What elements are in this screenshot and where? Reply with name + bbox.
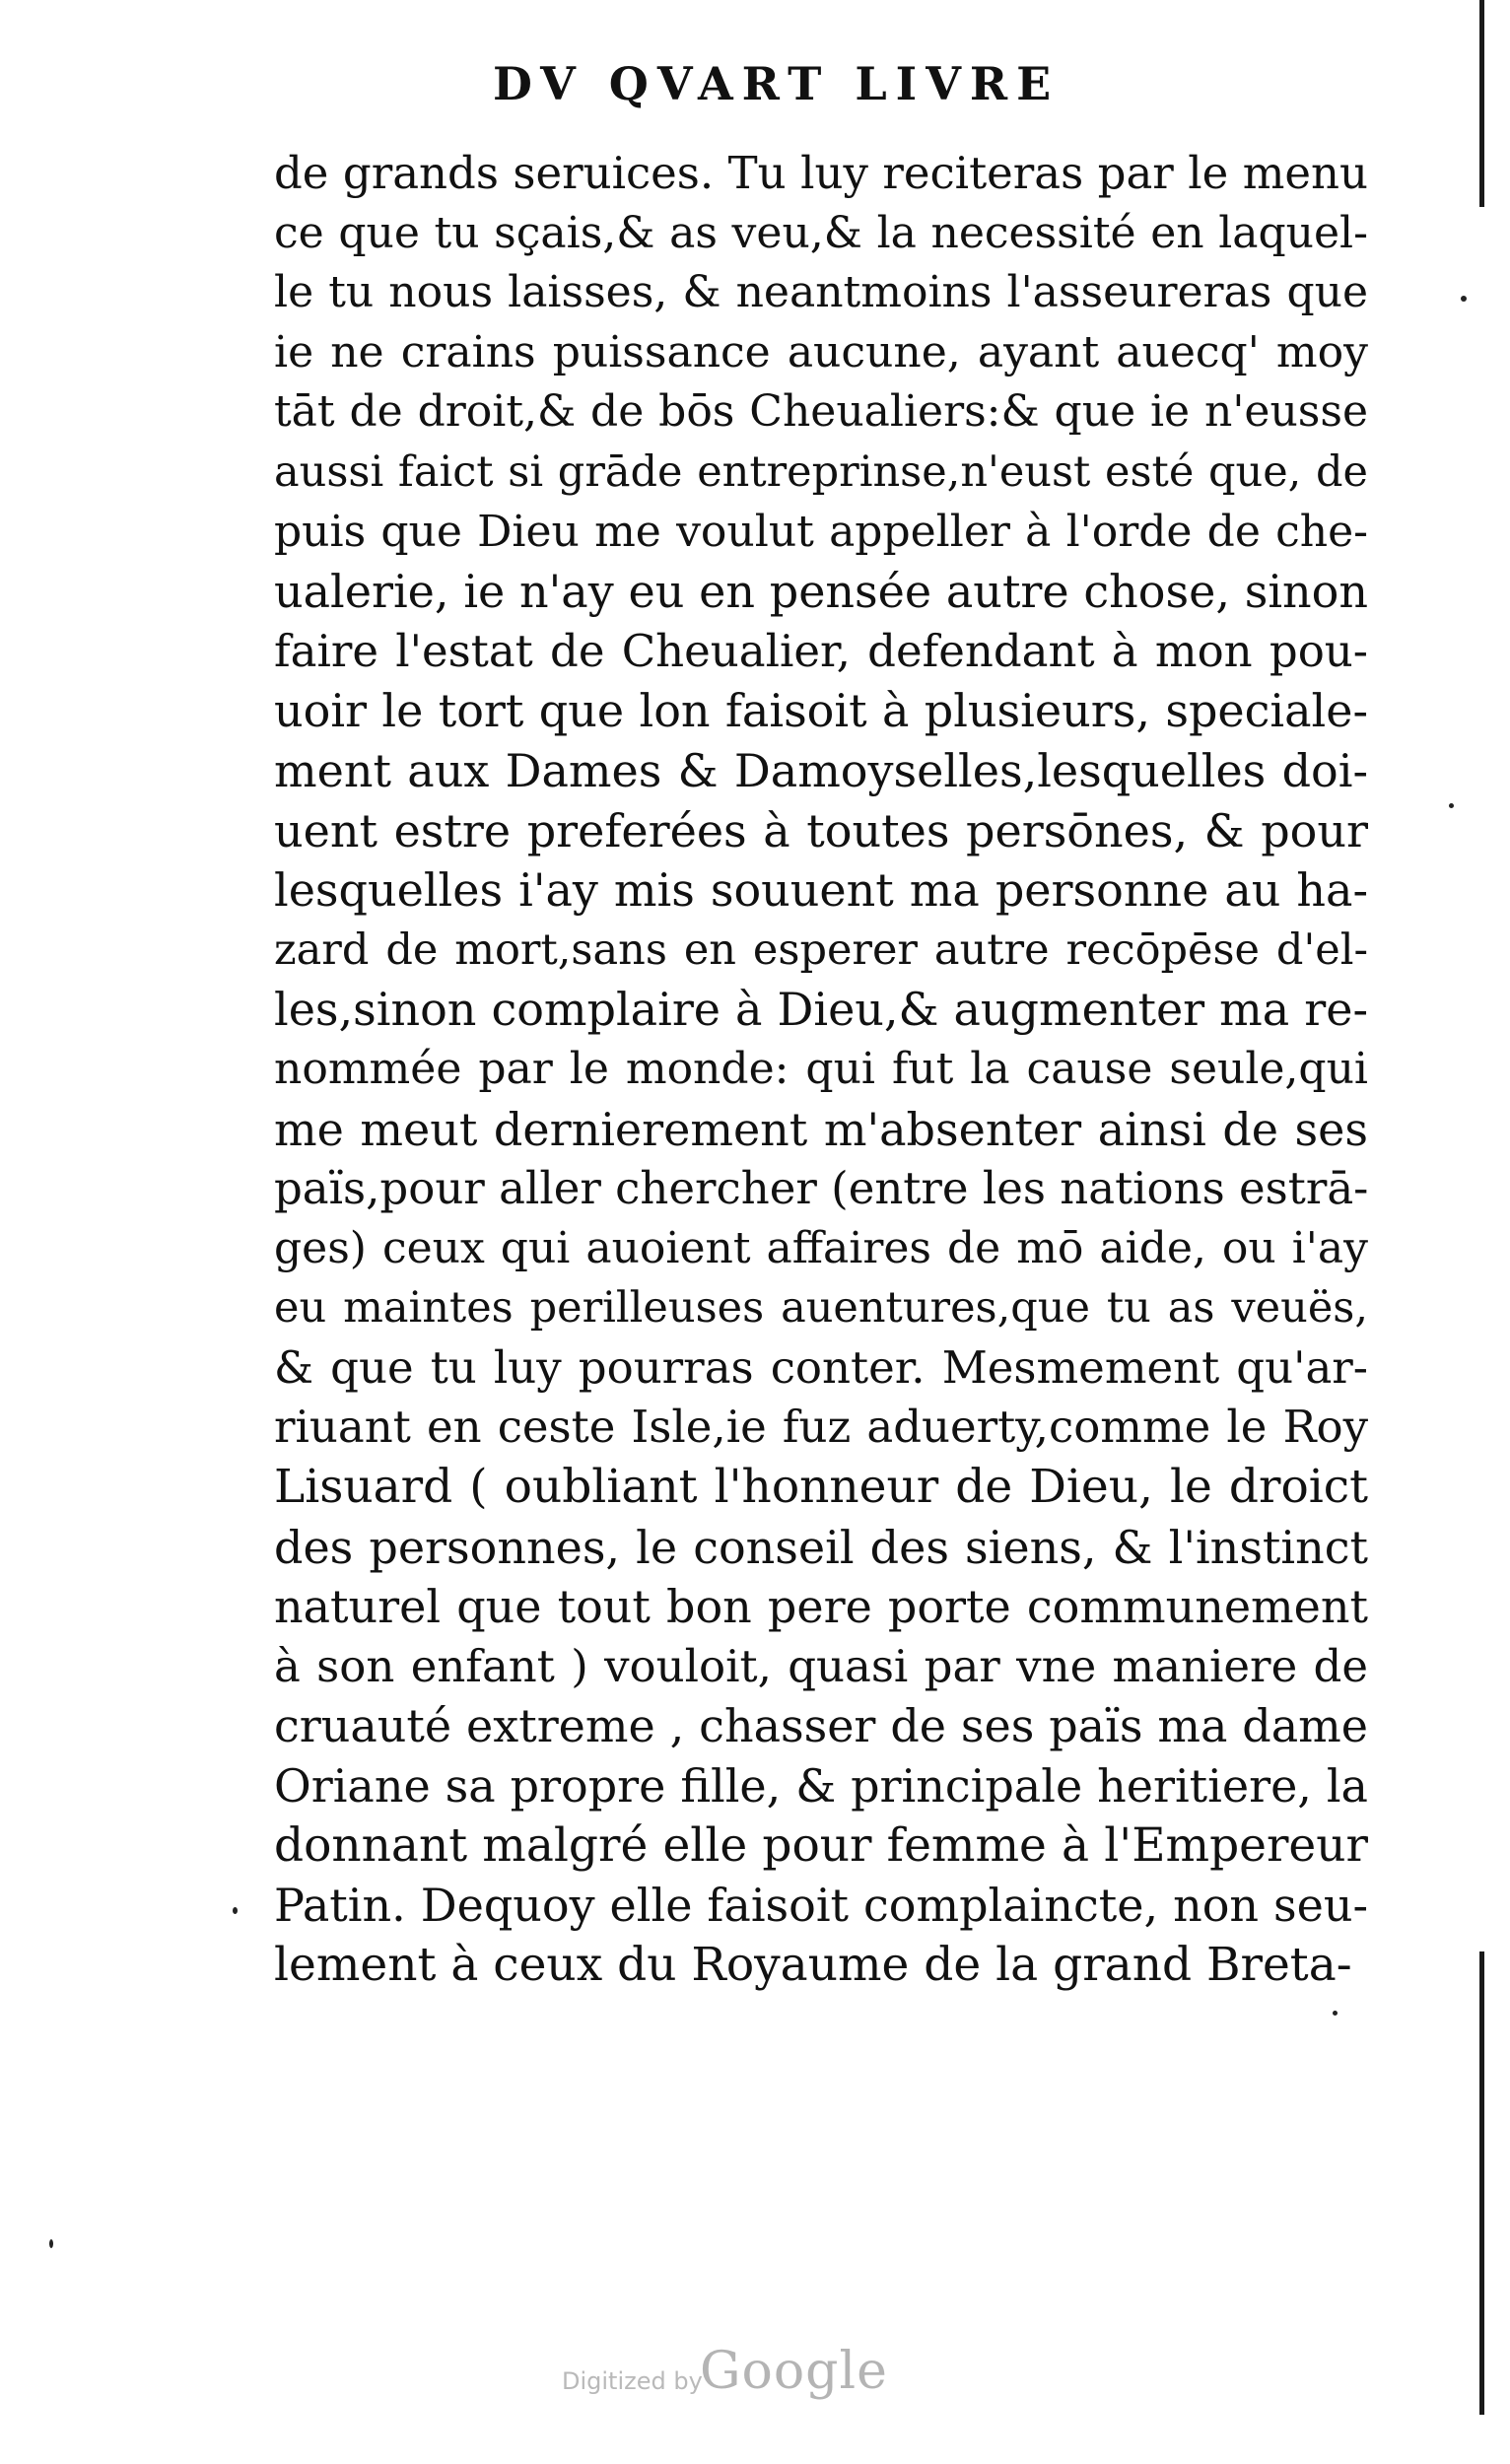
text-line: nommée par le monde: qui fut la cause seule,qui: [274, 1043, 1368, 1094]
text-line: païs,pour aller chercher (entre les nations estrā-: [274, 1162, 1369, 1215]
text-line: eu maintes perilleuses auentures,que tu as veuës,: [274, 1283, 1368, 1334]
page-edge-rule-top: [1479, 0, 1484, 207]
ink-speck: [233, 1907, 238, 1914]
text-line: ualerie, ie n'ay eu en pensée autre chose, sinon: [274, 565, 1368, 619]
text-line: Patin. Dequoy elle faisoit complaincte, non seu-: [274, 1879, 1368, 1933]
digitized-by-watermark: [562, 2342, 917, 2411]
text-line: faire l'estat de Cheualier, defendant à mon pou-: [274, 624, 1368, 677]
text-line: uoir le tort que lon faisoit à plusieurs, speciale-: [274, 684, 1368, 738]
text-line: ie ne crains puissance aucune, ayant auecq' moy: [274, 326, 1368, 377]
ink-speck: [1449, 803, 1454, 808]
text-line: des personnes, le conseil des siens, & l'instinct: [274, 1520, 1368, 1574]
text-line: ges) ceux qui auoient affaires de mō aide, ou i'ay: [274, 1222, 1368, 1273]
text-line: aussi faict si grāde entreprinse,n'eust esté que, de: [274, 446, 1368, 497]
text-line: cruauté extreme , chasser de ses païs ma dame: [274, 1699, 1368, 1753]
ink-speck: [49, 2239, 53, 2248]
text-line: le tu nous laisses, & neantmoins l'asseureras que: [274, 267, 1368, 318]
text-line: à son enfant ) vouloit, quasi par vne maniere de: [274, 1639, 1368, 1692]
body-text: [274, 144, 1368, 1995]
running-head: DV QVART LIVRE: [493, 57, 1061, 110]
ink-speck: [1461, 296, 1467, 302]
text-line: Oriane sa propre fille, & principale heritiere, la: [274, 1759, 1368, 1814]
text-line: lesquelles i'ay mis souuent ma personne au ha-: [274, 863, 1368, 918]
text-line: me meut dernierement m'absenter ainsi de ses: [274, 1102, 1368, 1156]
text-line: puis que Dieu me voulut appeller à l'orde de che-: [274, 506, 1368, 557]
text-line: ce que tu sçais,& as veu,& la necessité en laquel-: [274, 207, 1368, 258]
google-logo: Google: [700, 2342, 888, 2401]
ink-speck: [1333, 2011, 1338, 2016]
page-edge-rule-bottom: [1479, 1951, 1484, 2415]
text-line: lement à ceux du Royaume de la grand Breta-: [274, 1937, 1352, 1992]
text-line: Lisuard ( oubliant l'honneur de Dieu, le droict: [274, 1460, 1368, 1515]
text-line: ment aux Dames & Damoyselles,lesquelles doi-: [274, 743, 1368, 797]
text-line: tāt de droit,& de bōs Cheualiers:& que ie n'eusse: [274, 386, 1368, 438]
text-line: de grands seruices. Tu luy reciteras par le menu: [274, 147, 1368, 199]
digitized-by-label: Digitized by: [562, 2367, 703, 2395]
text-line: riuant en ceste Isle,ie fuz aduerty,comme le Roy: [274, 1401, 1368, 1454]
text-line: les,sinon complaire à Dieu,& augmenter ma re-: [274, 983, 1368, 1037]
text-line: uent estre preferées à toutes persōnes, & pour: [274, 803, 1368, 857]
text-line: zard de mort,sans en esperer autre recōpēse d'el-: [274, 924, 1368, 975]
text-line: & que tu luy pourras conter. Mesmement qu'ar-: [274, 1340, 1368, 1394]
text-line: donnant malgré elle pour femme à l'Empereur: [274, 1817, 1368, 1873]
text-line: naturel que tout bon pere porte communement: [274, 1580, 1368, 1634]
